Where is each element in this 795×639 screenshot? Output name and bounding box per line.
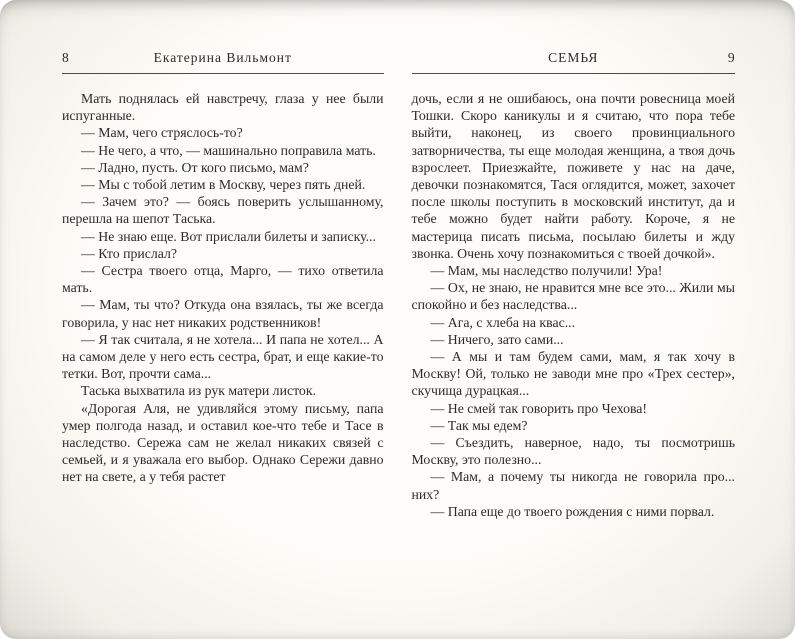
page-number-right: 9 [727,50,735,65]
right-page-header [412,50,736,74]
running-title-author: Екатерина Вильмонт [153,50,292,65]
page-number-left: 8 [62,50,70,65]
paragraph: — Мам, мы наследство получили! Ура! [430,263,663,279]
right-page [398,0,795,639]
paragraph: — Мам, чего стряслось-то? [81,125,243,141]
paragraph: — Так мы едем? [430,417,528,433]
left-page-text [62,90,384,486]
paragraph: Мать поднялась ей навстречу, глаза у нее были испуганные. [62,91,384,124]
paragraph: — Мы с тобой летим в Москву, через пять дней. [81,177,366,193]
paragraph: — Мам, а почему ты никогда не говорила про... них? [411,469,735,502]
paragraph: «Дорогая Аля, не удивляйся этому письму, папа умер полгода назад, и оставил кое-что тебе и Тасе в наследство. Сережа сам не желал никаких связей с семьей, и я уважала его выбор. Однако Сережи давно нет на свете, а у тебя растет [62,400,384,485]
paragraph: — Зачем это? — боясь поверить услышанному, перешла на шепот Таська. [62,194,384,227]
paragraph: — Не знаю еще. Вот прислали билеты и записку... [81,228,376,244]
paragraph: — Сестра твоего отца, Марго, — тихо ответила мать. [62,263,384,296]
running-title-book: СЕМЬЯ [548,50,599,65]
paragraph: — Съездить, наверное, надо, ты посмотришь Москву, это полезно... [411,435,735,468]
paragraph: — А мы и там будем сами, мам, я так хочу в Москву! Ой, только не заводи мне про «Трех сестер», скучища дурацкая... [411,349,735,399]
paragraph: дочь, если я не ошибаюсь, она почти ровесница моей Тошки. Скоро каникулы и я считаю, что пора тебе выйти, наконец, из своего провинциального затворничества, ты еще молодая женщина, а твоя дочь взрослеет. Приезжайте, поживете у нас на даче, девочки познакомятся, Тася оглядится, может, захочет после школы поступить в московский институт, да и тебе можно будет найти работу. Короче, я не мастерица писать письма, посылаю билеты и жду звонка. Очень хочу познакомиться с твоей дочкой». [411,91,735,261]
paragraph: Таська выхватила из рук матери листок. [81,383,316,399]
paragraph: — Ага, с хлеба на квас... [430,314,576,330]
paragraph: — Мам, ты что? Откуда она взялась, ты же всегда говорила, у нас нет никаких родственников! [62,297,384,330]
left-page-header [62,50,384,74]
paragraph: — Не смей так говорить про Чехова! [430,400,648,416]
right-page-text [412,90,736,520]
paragraph: — Папа еще до твоего рождения с ними порвал. [430,503,715,519]
paragraph: — Не чего, а что, — машинально поправила мать. [81,142,376,158]
paragraph: — Ничего, зато сами... [430,331,564,347]
paragraph: — Ладно, пусть. От кого письмо, мам? [81,159,309,175]
paragraph: — Кто прислал? [81,245,178,261]
paragraph: — Я так считала, я не хотела... И папа не хотел... А на самом деле у него есть сестра, брат, и еще какие-то тетки. Вот, прочти сама... [62,331,384,382]
paragraph: — Ох, не знаю, не нравится мне все это... Жили мы спокойно и без наследства... [411,280,735,313]
